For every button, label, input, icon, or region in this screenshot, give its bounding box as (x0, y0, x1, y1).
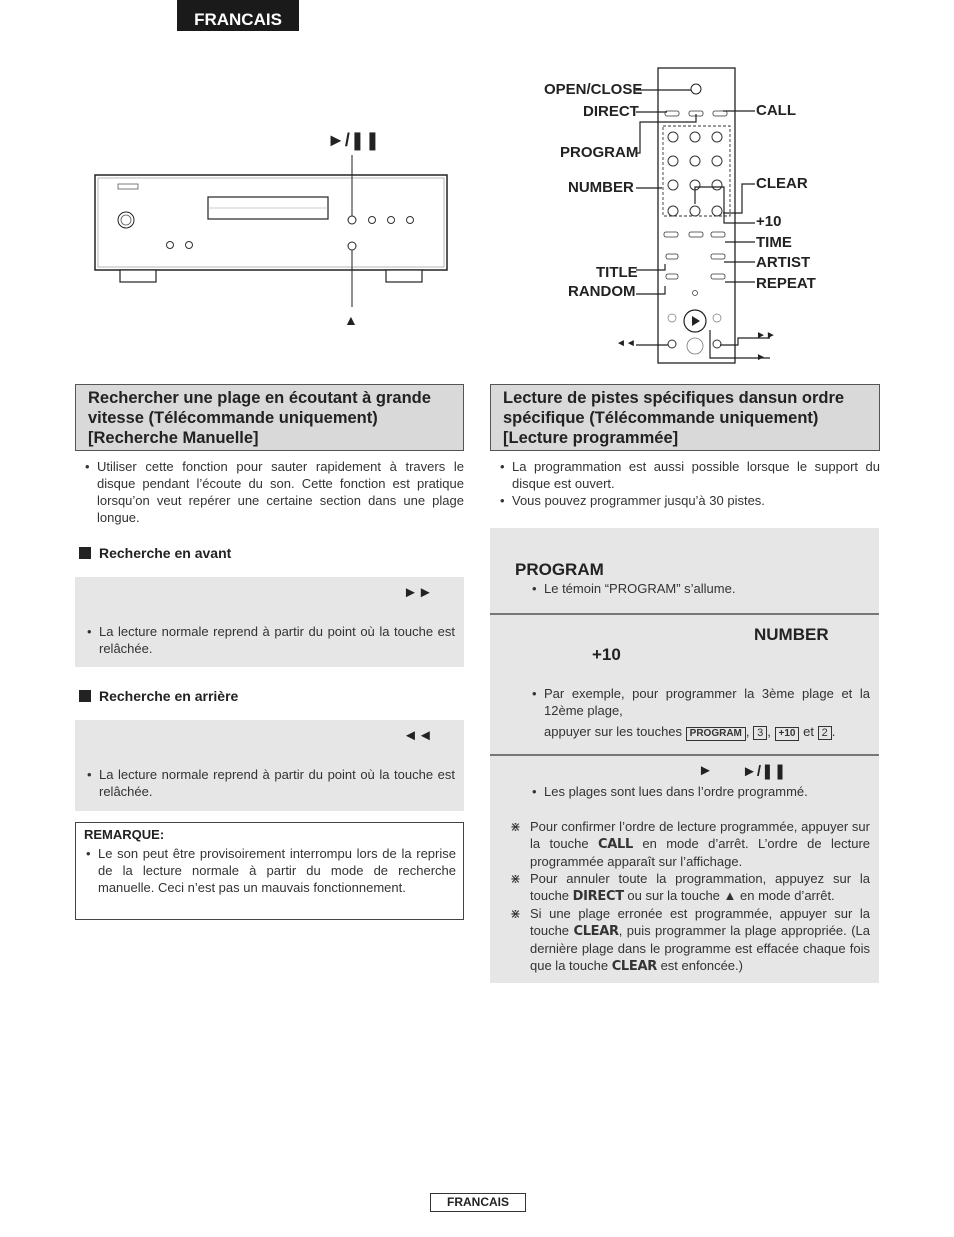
label-number: NUMBER (568, 179, 634, 196)
right-intro (498, 458, 880, 509)
footer-language-tab: FRANCAIS (430, 1193, 526, 1212)
label-open-close: OPEN/CLOSE (544, 81, 643, 98)
program-notes (510, 818, 870, 975)
note-item: ⋇ Si une plage erronée est programmée, appuyer sur la touche CLEAR, puis programmer la plage appropriée. (La dernière plage dans le programme est effacée chaque fois que la touche CLEAR est enfoncée.) (510, 906, 870, 974)
language-tab: FRANCAIS (177, 0, 299, 31)
play-icon: ► (756, 352, 766, 363)
key-2-box: 2 (818, 726, 832, 740)
remark-title: REMARQUE: (84, 827, 165, 842)
label-program: PROGRAM (560, 144, 639, 161)
list-item: • Utiliser cette fonction pour sauter rapidement à travers le disque pendant l’écoute du son. Cette fonction est pratique lorsqu’on veut repérer une certaine section dans une plage longue. (83, 458, 464, 526)
rewind-icon: ◄◄ (616, 338, 636, 349)
step3-play-key: ► (698, 762, 713, 779)
note-marker-icon: ⋇ (510, 819, 521, 834)
list-item: • Les plages sont lues dans l’ordre programmé. (530, 783, 870, 800)
key-3-box: 3 (753, 726, 767, 740)
step2-number-key: NUMBER (754, 625, 829, 644)
left-section-title: Rechercher une plage en écoutant à grande vitesse (Télécommande uniquement) [Recherche Manuelle] (75, 384, 464, 451)
program-key-box: PROGRAM (686, 727, 746, 741)
note-marker-icon: ⋇ (510, 906, 521, 921)
note-item: ⋇ Pour annuler toute la programmation, appuyez sur la touche DIRECT ou sur la touche ▲ en mode d’arrêt. (510, 871, 870, 904)
label-time: TIME (756, 234, 792, 251)
list-item: • Vous pouvez programmer jusqu’à 30 pistes. (498, 492, 880, 509)
step-divider (490, 754, 879, 756)
label-plus10: +10 (756, 213, 782, 230)
note-item: ⋇ Pour confirmer l’ordre de lecture programmée, appuyer sur la touche CALL en mode d’arrêt. L’ordre de lecture programmée apparaît sur l’affichage. (510, 819, 870, 869)
key-plus10-box: +10 (775, 727, 800, 741)
step3-play-pause-key: ►/❚❚ (742, 763, 787, 780)
backward-search-heading: Recherche en arrière (79, 688, 238, 704)
label-call: CALL (756, 102, 796, 119)
list-item: • La lecture normale reprend à partir du point où la touche est relâchée. (85, 766, 455, 800)
eject-icon: ▲ (344, 312, 358, 328)
label-artist: ARTIST (756, 254, 811, 271)
step2-key-sequence: appuyer sur les touches PROGRAM , 3 , +10 et 2 . (544, 724, 836, 739)
label-direct: DIRECT (583, 103, 639, 120)
rewind-key-icon: ◄◄ (403, 727, 433, 744)
label-title: TITLE (596, 264, 638, 281)
list-item: • La programmation est aussi possible lorsque le support du disque est ouvert. (498, 458, 880, 492)
program-steps-box (490, 528, 879, 983)
label-random: RANDOM (568, 283, 636, 300)
remark-box (75, 822, 464, 920)
step2-plus10-key: +10 (592, 645, 621, 664)
note-marker-icon: ⋇ (510, 871, 521, 886)
square-bullet-icon (79, 690, 91, 702)
remark-text: • Le son peut être provisoirement interrompu lors de la reprise de la lecture normale à partir du mode de recherche manuelle. Ceci n’est pas un mauvais fonctionnement. (84, 845, 456, 896)
backward-search-box (75, 720, 464, 811)
fast-forward-key-icon: ►► (403, 584, 433, 601)
fast-forward-icon: ►► (756, 330, 776, 341)
label-repeat: REPEAT (756, 275, 816, 292)
step-divider (490, 613, 879, 615)
forward-search-heading: Recherche en avant (79, 545, 231, 561)
play-pause-label: ►/❚❚ (327, 130, 380, 150)
list-item: • La lecture normale reprend à partir du point où la touche est relâchée. (85, 623, 455, 657)
square-bullet-icon (79, 547, 91, 559)
list-item: • Par exemple, pour programmer la 3ème plage et la 12ème plage, (530, 685, 870, 719)
left-intro (83, 458, 464, 526)
right-section-title: Lecture de pistes spécifiques dansun ordre spécifique (Télécommande uniquement) [Lecture programmée] (490, 384, 880, 451)
step1-program-key: PROGRAM (515, 560, 604, 579)
label-clear: CLEAR (756, 175, 808, 192)
list-item: • Le témoin “PROGRAM” s’allume. (530, 580, 870, 597)
forward-search-box (75, 577, 464, 667)
cd-player-illustration (80, 125, 470, 335)
